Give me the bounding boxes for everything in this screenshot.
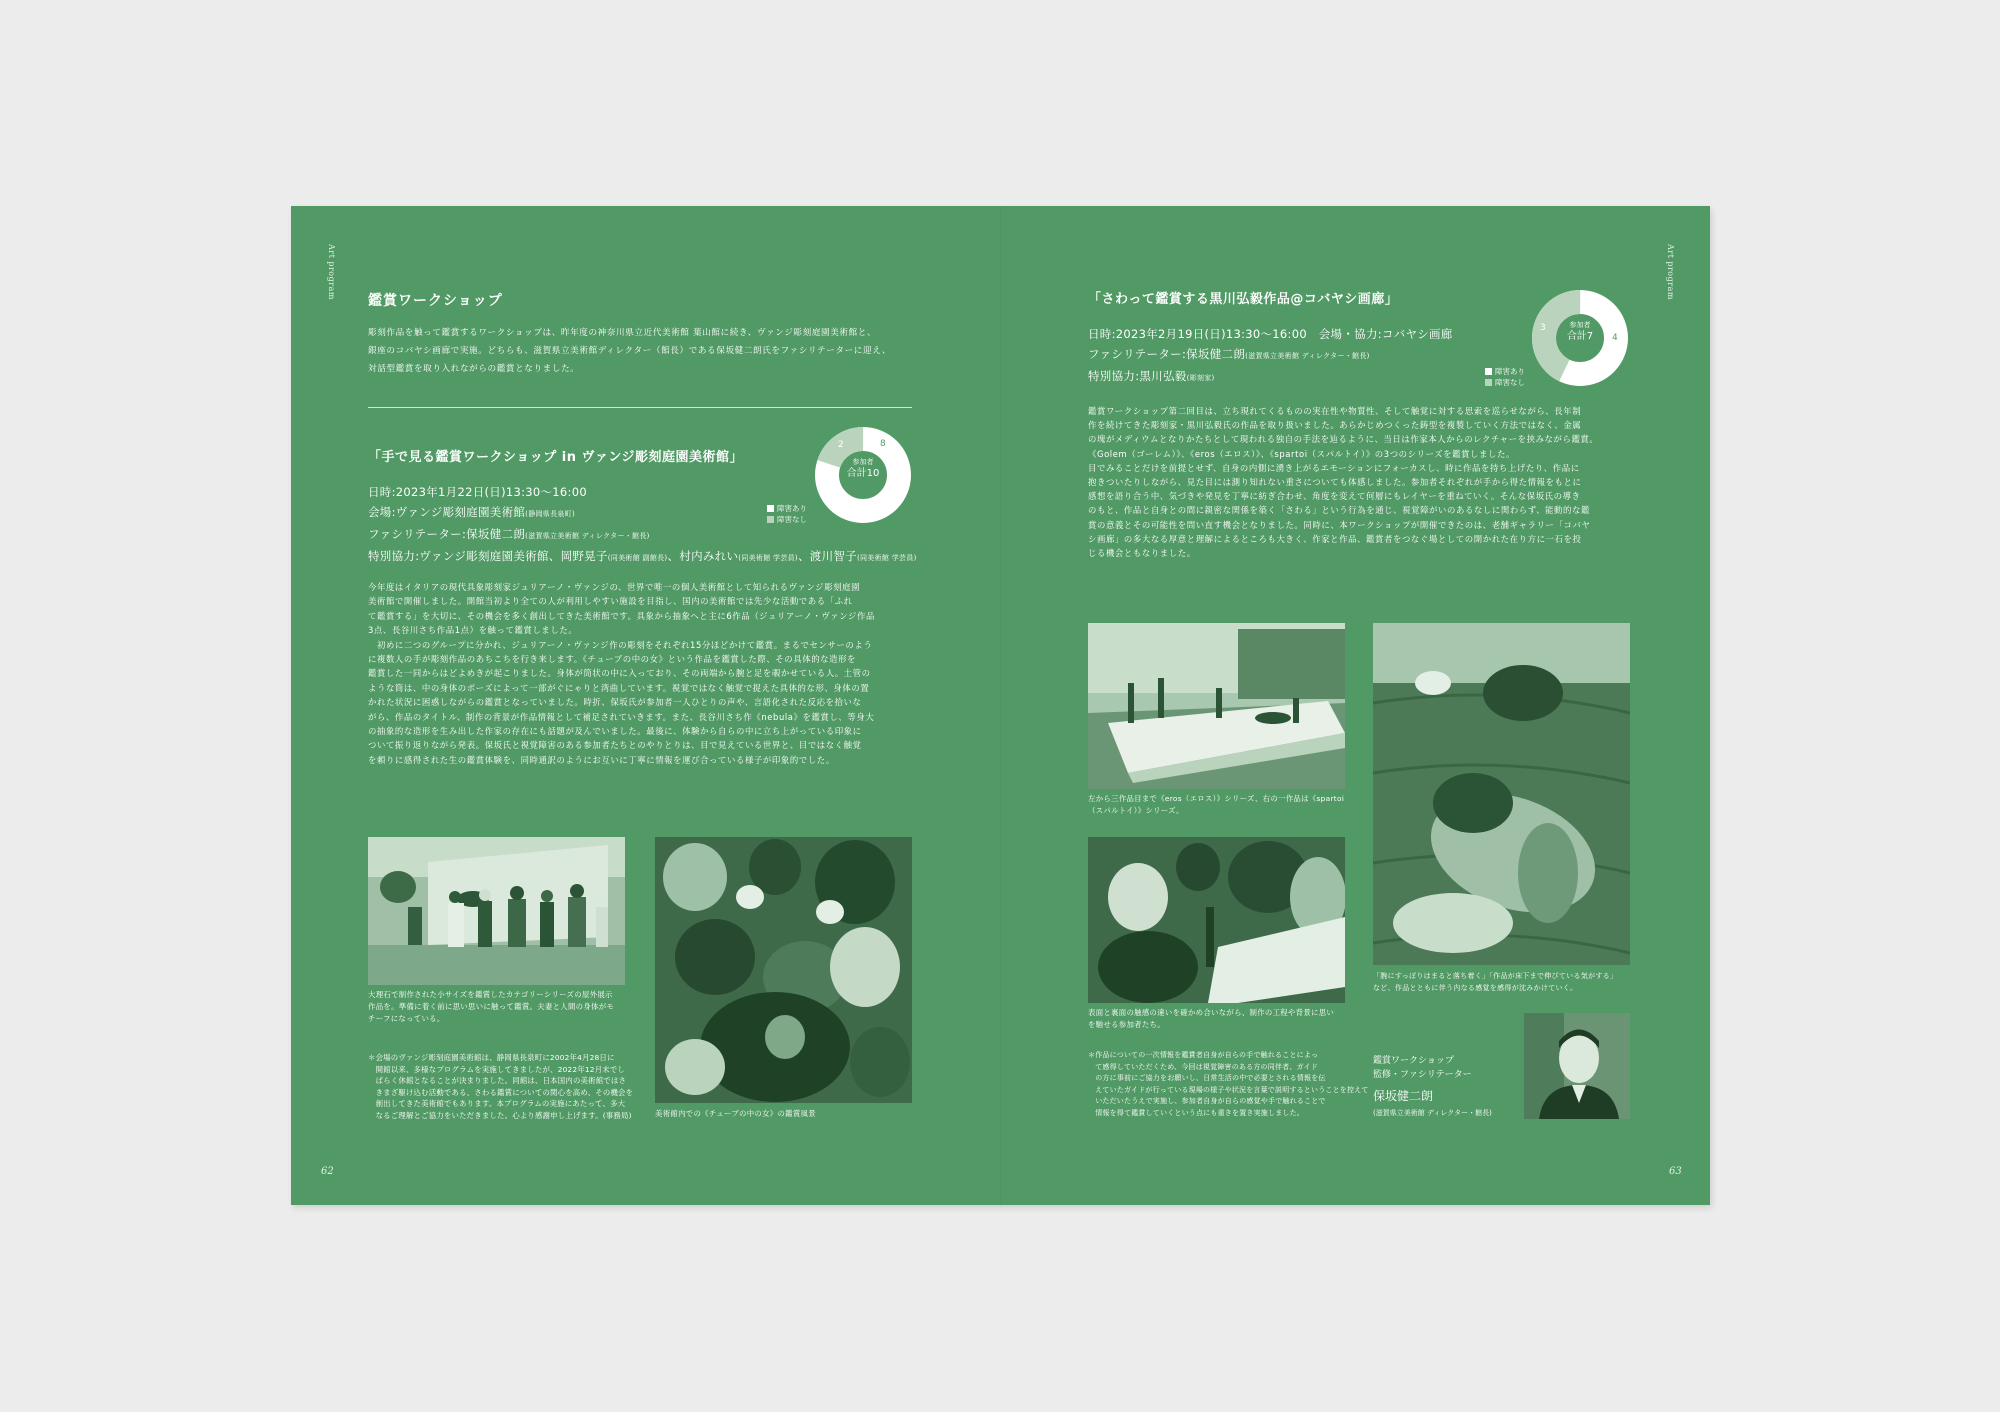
photo-caption-r3: 「腕にすっぽりはまると落ち着く」「作品が床下まで伸びている気がする」 など、作品とともに伴う内なる感覚を感得が沈みかけていく。 xyxy=(1373,972,1618,992)
event1-facilitator: ファシリテーター:保坂健二朗(滋賀県立美術館 ディレクター・館長) xyxy=(368,527,650,541)
body-line: 美術館で開催しました。開館当初より全ての人が利用しやすい施設を目指し、国内の美術館では先少な活動である「ふれ xyxy=(368,596,853,607)
event1-date: 日時:2023年1月22日(日)13:30～16:00 xyxy=(368,485,587,499)
event1-facilitator-note: (滋賀県立美術館 ディレクター・館長) xyxy=(525,532,650,540)
body-line: シ画廊」の多大なる厚意と理解によるところも大きく、作家と作品、鑑賞者をつなぐ場としての開かれた在り方に一石を投 xyxy=(1088,533,1582,544)
body-line: 感想を語り合う中、気づきや発見を丁寧に紡ぎ合わせ、角度を変えて何層にもレイヤーを重ねていく。そんな保坂氏の導き xyxy=(1088,491,1581,502)
donut-center-label: 参加者 合計10 xyxy=(846,458,880,479)
event1-venue-note: (静岡県長泉町) xyxy=(525,510,576,518)
event1-venue: 会場:ヴァンジ彫刻庭園美術館(静岡県長泉町) xyxy=(368,505,576,519)
event2-body xyxy=(1088,404,1634,560)
event2-title: 「さわって鑑賞する黒川弘毅作品@コバヤシ画廊」 xyxy=(1088,292,1399,307)
legend-swatch-icon xyxy=(1485,379,1492,386)
profile-affiliation: (滋賀県立美術館 ディレクター・館長) xyxy=(1373,1109,1492,1117)
photo-caption-1: 大理石で制作された小サイズを鑑賞したカテゴリーシリーズの屋外展示 作品を。準備に着く前に思い思いに触って鑑賞。夫妻と人間の身体がモ チーフになっている。 xyxy=(368,990,615,1023)
donut-legend-2 xyxy=(1485,366,1525,388)
body-line: かれた状況に困惑しながらの鑑賞となっていました。時折、保坂氏が参加者一人ひとりの声や、言語化された反応を拾いな xyxy=(368,697,862,708)
body-line: の塊がメディウムとなりかたちとして現われる独自の手法を辿るように、当日は作家本人からのレクチャーを挟みながら鑑賞。 xyxy=(1088,434,1599,445)
facilitator-portrait xyxy=(1524,1013,1630,1119)
body-line: 作を続けてきた彫刻家・黒川弘毅氏の作品を取り扱いました。あらかじめつくった鋳型を複製していく方法ではなく、金属 xyxy=(1088,420,1582,431)
profile-name: 保坂健二朗 xyxy=(1373,1089,1434,1103)
left-page-number: 62 xyxy=(321,1166,334,1177)
body-line: がら、作品のタイトル、制作の背景が作品情報として補足されていきます。また、長谷川さち作《nebula》を鑑賞し、等身大 xyxy=(368,711,875,722)
body-line: 初めに二つのグループに分かれ、ジュリアーノ・ヴァンジ作の彫刻をそれぞれ15分ほどかけて鑑賞。まるでセンサーのよう xyxy=(368,639,873,650)
right-footnote: ＊作品についての一次情報を鑑賞者自身が自らの手で触れることによっ て感得していただくため、今回は視覚障害のある方の同伴者、ガイド の方に事前にご協力をお願いし、日常生活の中で必要とされる情報を伝 えていたガイドが行っている現場の様子や状況を言葉で説明するということを控えて いただいたうえで実施し、参加者自身が自らの感覚や手で触れることで 情報を得て鑑賞していくという点にも重きを置き実施しました。 xyxy=(1088,1051,1369,1117)
photo-caption-r2: 表面と裏面の触感の違いを確かめ合いながら、制作の工程や背景に思い を馳せる参加者たち。 xyxy=(1088,1008,1335,1029)
participants-donut-1 xyxy=(813,425,913,525)
legend-disabled: 障害あり xyxy=(767,503,807,514)
intro-line: 銀座のコバヤシ画廊で実施。どちらも、滋賀県立美術館ディレクター（館長）である保坂健二朗氏をファシリテーターに迎え、 xyxy=(368,346,892,356)
body-line: て鑑賞する」を大切に、その機会を多く創出してきた美術館です。具象から抽象へと主に6作品（ジュリアーノ・ヴァンジ作品 xyxy=(368,610,875,621)
event1-cooperation: 特別協力:ヴァンジ彫刻庭園美術館、岡野晃子(同美術館 副館長)、村内みれい(同美術館 学芸員)、渡川智子(同美術館 学芸員) xyxy=(368,549,917,563)
photo-hugging-sculpture xyxy=(1373,623,1630,965)
donut-disabled-count: 8 xyxy=(880,439,886,449)
magazine-spread xyxy=(291,206,1710,1205)
legend-non-disabled: 障害なし xyxy=(1485,377,1525,388)
body-line: 目でみることだけを前提とせず、自身の内側に湧き上がるエモーションにフォーカスし、時に作品を持ち上げたり、作品に xyxy=(1088,462,1580,473)
profile-role-2: 監修・ファシリテーター xyxy=(1373,1070,1472,1080)
body-line: 抱きついたりしながら、見た目には測り知れない重さについても体感しました。参加者それぞれが手から得た情報をもとに xyxy=(1088,477,1582,488)
intro-line: 対話型鑑賞を取り入れながらの鑑賞となりました。 xyxy=(368,364,580,374)
photo-outdoor-sculpture xyxy=(368,837,625,985)
legend-disabled: 障害あり xyxy=(1485,366,1525,377)
section-title: 鑑賞ワークショップ xyxy=(368,293,503,309)
body-line: ような筒は、中の身体のポーズによって一部がぐにゃりと湾曲しています。視覚ではなく触覚で捉えた具体的な形、身体の置 xyxy=(368,682,870,693)
body-line: 鑑賞ワークショップ第二回目は、立ち現れてくるものの実在性や物質性、そして触覚に対する思索を巡らせながら、長年制 xyxy=(1088,406,1582,416)
event2-date-venue: 日時:2023年2月19日(日)13:30～16:00 会場・協力:コバヤシ画廊 xyxy=(1088,327,1453,341)
event1-body xyxy=(368,580,914,767)
body-line: を頼りに感得された生の鑑賞体験を、同時通訳のようにお互いに丁寧に情報を運び合っている様子が印象的でした。 xyxy=(368,754,835,765)
event1-title: 「手で見る鑑賞ワークショップ in ヴァンジ彫刻庭園美術館」 xyxy=(368,450,744,465)
legend-swatch-icon xyxy=(767,516,774,523)
legend-swatch-icon xyxy=(1485,368,1492,375)
profile-role-1: 鑑賞ワークショップ xyxy=(1373,1056,1454,1066)
left-footnote: ＊会場のヴァンジ彫刻庭園美術館は、静岡県長泉町に2002年4月28日に 開館以来、多様なプログラムを実施してきましたが、2022年12月末でし ばらく休館となることが決まりました。同館は、日本国内の美術館ではさ きまざ駆け込む活動である、さわる鑑賞についての関心を高め、その機会を 創出してきた美術館でもあります。本プログラムの実施にあたって、多大 なるご理解とご協力をいただきました。心より感謝申し上げます。(事務局) xyxy=(368,1053,634,1120)
legend-non-disabled: 障害なし xyxy=(767,514,807,525)
body-line: 3点、長谷川さち作品1点）を触って鑑賞しました。 xyxy=(368,625,578,636)
body-line: 今年度はイタリアの現代具象彫刻家ジュリアーノ・ヴァンジの、世界で唯一の個人美術館として知られるヴァンジ彫刻庭園 xyxy=(368,582,861,592)
body-line: のもと、作品と自身との間に親密な関係を築く「さわる」という行為を通じ、視覚障がいのあるなしに関わらず、能動的な鑑 xyxy=(1088,505,1590,516)
body-line: 鑑賞した一同からはどよめきが起こりました。身体が筒状の中に入っており、その両端から腕と足を覗かせている人。土管の xyxy=(368,668,871,679)
right-vertical-label: Art program xyxy=(1666,244,1675,300)
section-intro xyxy=(368,324,928,378)
body-line: の抽象的な造形を生み出した作家の存在にも話題が及んでいました。最後に、体験から自らの中に立ち上がっている印象に xyxy=(368,726,862,737)
donut-legend-1 xyxy=(767,503,807,525)
body-line: ついて振り返りながら発表。保坂氏と視覚障害のある参加者たちとのやりとりは、目で見えている世界と、目ではなく触覚 xyxy=(368,740,862,751)
event2-facilitator: ファシリテーター:保坂健二朗(滋賀県立美術館 ディレクター・館長) xyxy=(1088,347,1370,361)
donut-non-disabled-count: 2 xyxy=(838,440,844,450)
photo-participants-touching xyxy=(1088,837,1345,1003)
facilitator-profile xyxy=(1373,1054,1492,1119)
photo-tube-woman-session xyxy=(655,837,912,1103)
body-line: 賞の意義とその可能性を問い直す機会となりました。同時に、本ワークショップが開催できたのは、老舗ギャラリー「コバヤ xyxy=(1088,519,1591,530)
intro-line: 彫刻作品を触って鑑賞するワークショップは、昨年度の神奈川県立近代美術館 葉山館に続き、ヴァンジ彫刻庭園美術館と、 xyxy=(368,328,877,338)
donut-non-disabled-count: 3 xyxy=(1540,323,1546,333)
photo-gallery-sculptures xyxy=(1088,623,1345,789)
body-line: じる機会ともなりました。 xyxy=(1088,548,1196,559)
page-fold xyxy=(1000,206,1001,1205)
event2-meta xyxy=(1088,324,1453,388)
body-line: に複数人の手が彫刻作品のあちこちを行き来します。《チューブの中の女》という作品を鑑賞した際、その具体的な造形を xyxy=(368,654,857,665)
legend-swatch-icon xyxy=(767,505,774,512)
participants-donut-2 xyxy=(1530,288,1630,388)
body-line: 《Golem（ゴーレム）》、《eros（エロス）》、《spartoi（スパルトイ）》の3つのシリーズを鑑賞しました。 xyxy=(1088,448,1515,459)
donut-disabled-count: 4 xyxy=(1612,333,1618,343)
photo-caption-r1: 左から三作品目まで《eros（エロス）》シリーズ、右の一作品は《spartoi （スパルトイ）》シリーズ。 xyxy=(1088,794,1345,815)
right-page-number: 63 xyxy=(1669,1166,1682,1177)
donut-center-label: 参加者 合計7 xyxy=(1566,321,1594,342)
section-divider xyxy=(368,407,912,408)
photo-caption-2: 美術館内での《チューブの中の女》の鑑賞風景 xyxy=(655,1109,816,1118)
event2-cooperation: 特別協力:黒川弘毅(彫刻家) xyxy=(1088,369,1215,383)
left-vertical-label: Art program xyxy=(327,244,336,300)
